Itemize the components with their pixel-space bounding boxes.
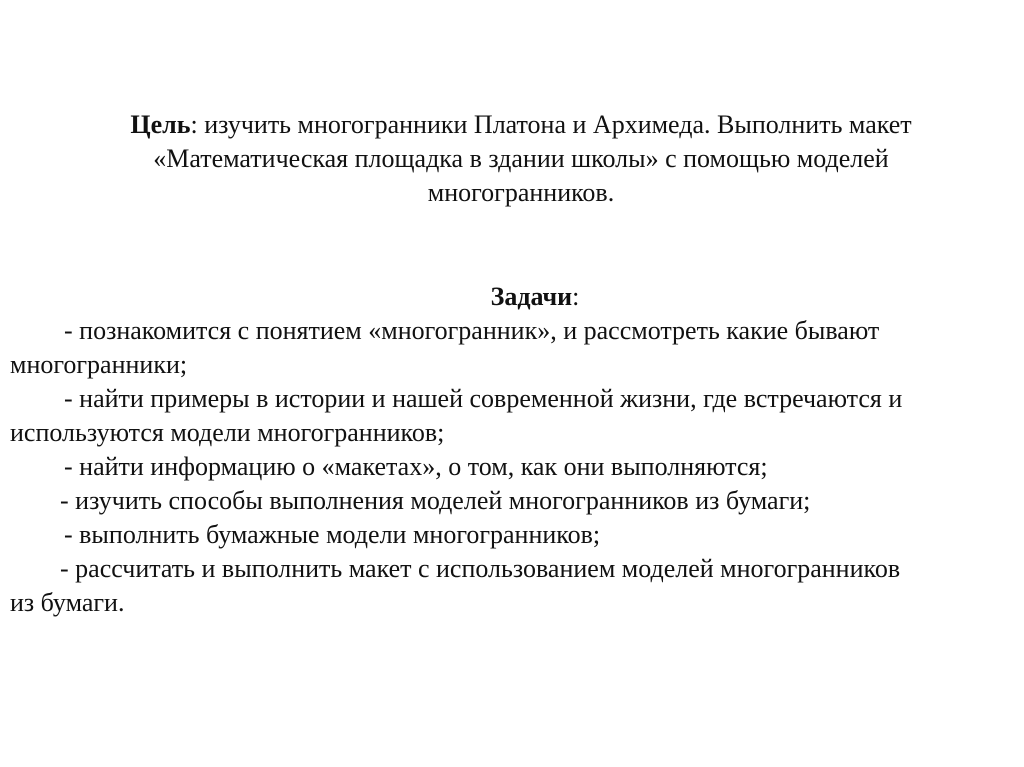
tasks-title: Задачи	[490, 282, 573, 311]
task-line: - познакомится с понятием «многогранник», и рассмотреть какие бывают	[64, 316, 880, 345]
tasks-heading	[0, 280, 1024, 314]
task-line: используются модели многогранников;	[10, 418, 445, 447]
tasks-list	[10, 314, 1010, 620]
goal-paragraph	[96, 108, 946, 210]
goal-separator: :	[190, 110, 198, 139]
task-line: - найти примеры в истории и нашей современной жизни, где встречаются и	[64, 384, 903, 413]
tasks-title-suffix: :	[572, 282, 580, 311]
goal-text: изучить многогранники Платона и Архимеда. Выполнить макет «Математическая площадка в здании школы» с помощью моделей многогранников.	[153, 110, 912, 207]
task-line: многогранники;	[10, 350, 188, 379]
goal-label: Цель	[130, 110, 191, 139]
task-line: - рассчитать и выполнить макет с использованием моделей многогранников	[60, 554, 901, 583]
task-line: из бумаги.	[10, 588, 125, 617]
task-line: - выполнить бумажные модели многогранников;	[64, 520, 601, 549]
task-line: - изучить способы выполнения моделей многогранников из бумаги;	[60, 486, 811, 515]
task-line: - найти информацию о «макетах», о том, как они выполняются;	[64, 452, 768, 481]
